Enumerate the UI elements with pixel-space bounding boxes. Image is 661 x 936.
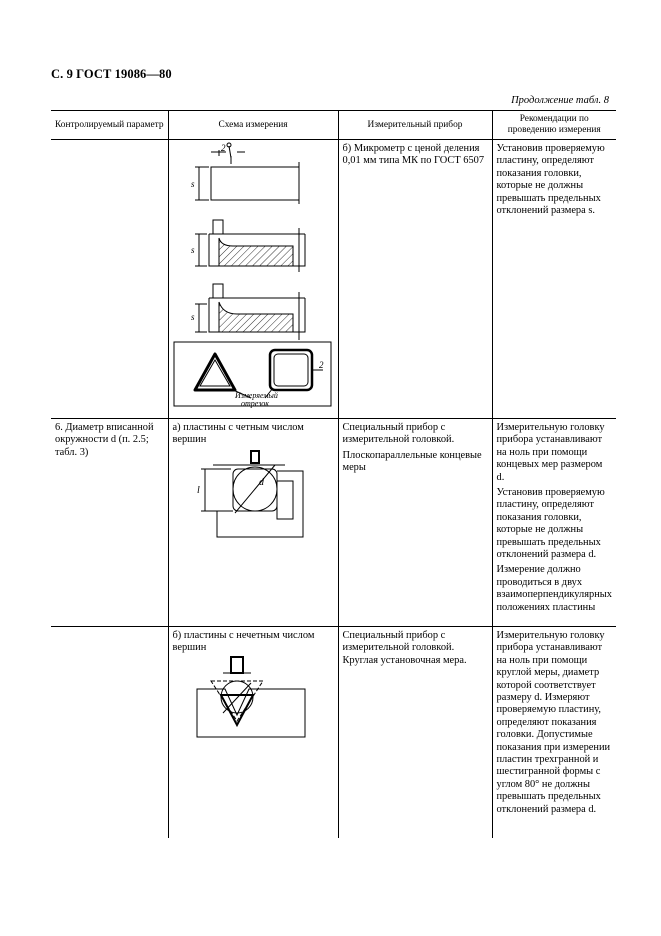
parameter-cell: 6. Диаметр вписанной окружности d (п. 2.5; табл. 3) <box>51 419 168 627</box>
thickness-measurement-diagram <box>171 142 335 410</box>
recommendation-cell <box>492 627 616 839</box>
instrument-text: Специальный прибор с измерительной головкой. Круглая установочная мера. <box>342 630 467 666</box>
recommendation-text: Установив проверяемую пластину, определяют показания головки, которые не должны превышать предельных отклонений размера d. <box>496 487 605 561</box>
recommendation-text: Измерение должно проводиться в двух взаимоперпендикулярных положениях пластины <box>496 564 612 613</box>
page-title: С. 9 ГОСТ 19086—80 <box>51 67 172 81</box>
parameter-cell <box>51 627 168 839</box>
instrument-cell <box>338 419 492 627</box>
recommendation-text: Измерительную головку прибора устанавливают на ноль при помощи круглой меры, диаметр которой соответствует размеру d. Измеряют проверяемую пластину, определяют показания головки. Допустимые показания при измерении пластин трехгранной и шестигранной формы с углом 80° не должны превышать предельных отклонений размера d. <box>496 630 611 815</box>
dim-2-label: 2 <box>221 143 226 153</box>
scheme-caption: а) пластины с четным числом вершин <box>172 422 304 446</box>
table-row <box>51 140 616 419</box>
instrument-text: Специальный прибор с измерительной головкой. <box>342 422 455 446</box>
instrument-cell <box>338 140 492 419</box>
measurement-table <box>51 110 616 838</box>
header-instrument: Измерительный прибор <box>338 111 492 140</box>
dim-2-label: 2 <box>319 360 324 370</box>
instrument-cell <box>338 627 492 839</box>
recommendation-cell <box>492 419 616 627</box>
scheme-cell <box>168 140 338 419</box>
measured-segment-label: отрезок <box>241 399 269 408</box>
dim-d-label: d <box>259 476 264 488</box>
measured-segment-label: Измеряемый <box>235 391 278 400</box>
instrument-text: б) Микрометр с ценой деления 0,01 мм типа МК по ГОСТ 6507 <box>342 143 485 167</box>
recommendation-text: Установив проверяемую пластину, определяют показания головки, которые не должны превышать предельных отклонений размера s. <box>496 143 605 217</box>
odd-vertex-diagram <box>193 655 313 755</box>
table-continuation-label: Продолжение табл. 8 <box>511 95 609 106</box>
dim-s-label: s <box>191 179 195 189</box>
dim-s-label: s <box>191 312 195 322</box>
header-parameter: Контролируемый параметр <box>51 111 168 140</box>
header-recommendation: Рекомендации по проведению измерения <box>492 111 616 140</box>
parameter-cell <box>51 140 168 419</box>
instrument-text: Плоскопараллельные концевые меры <box>342 449 482 474</box>
dim-l-label: l <box>197 484 200 496</box>
scheme-caption: б) пластины с нечетным числом вершин <box>172 630 315 654</box>
recommendation-text: Измерительную головку прибора устанавливают на ноль при помощи концевых мер размером d. <box>496 422 605 483</box>
scheme-cell <box>168 627 338 839</box>
header-scheme: Схема измерения <box>168 111 338 140</box>
even-vertex-diagram <box>193 447 313 557</box>
table-header-row <box>51 111 616 140</box>
table-row <box>51 419 616 627</box>
recommendation-cell <box>492 140 616 419</box>
table-row <box>51 627 616 839</box>
dim-s-label: s <box>191 245 195 255</box>
scheme-cell <box>168 419 338 627</box>
